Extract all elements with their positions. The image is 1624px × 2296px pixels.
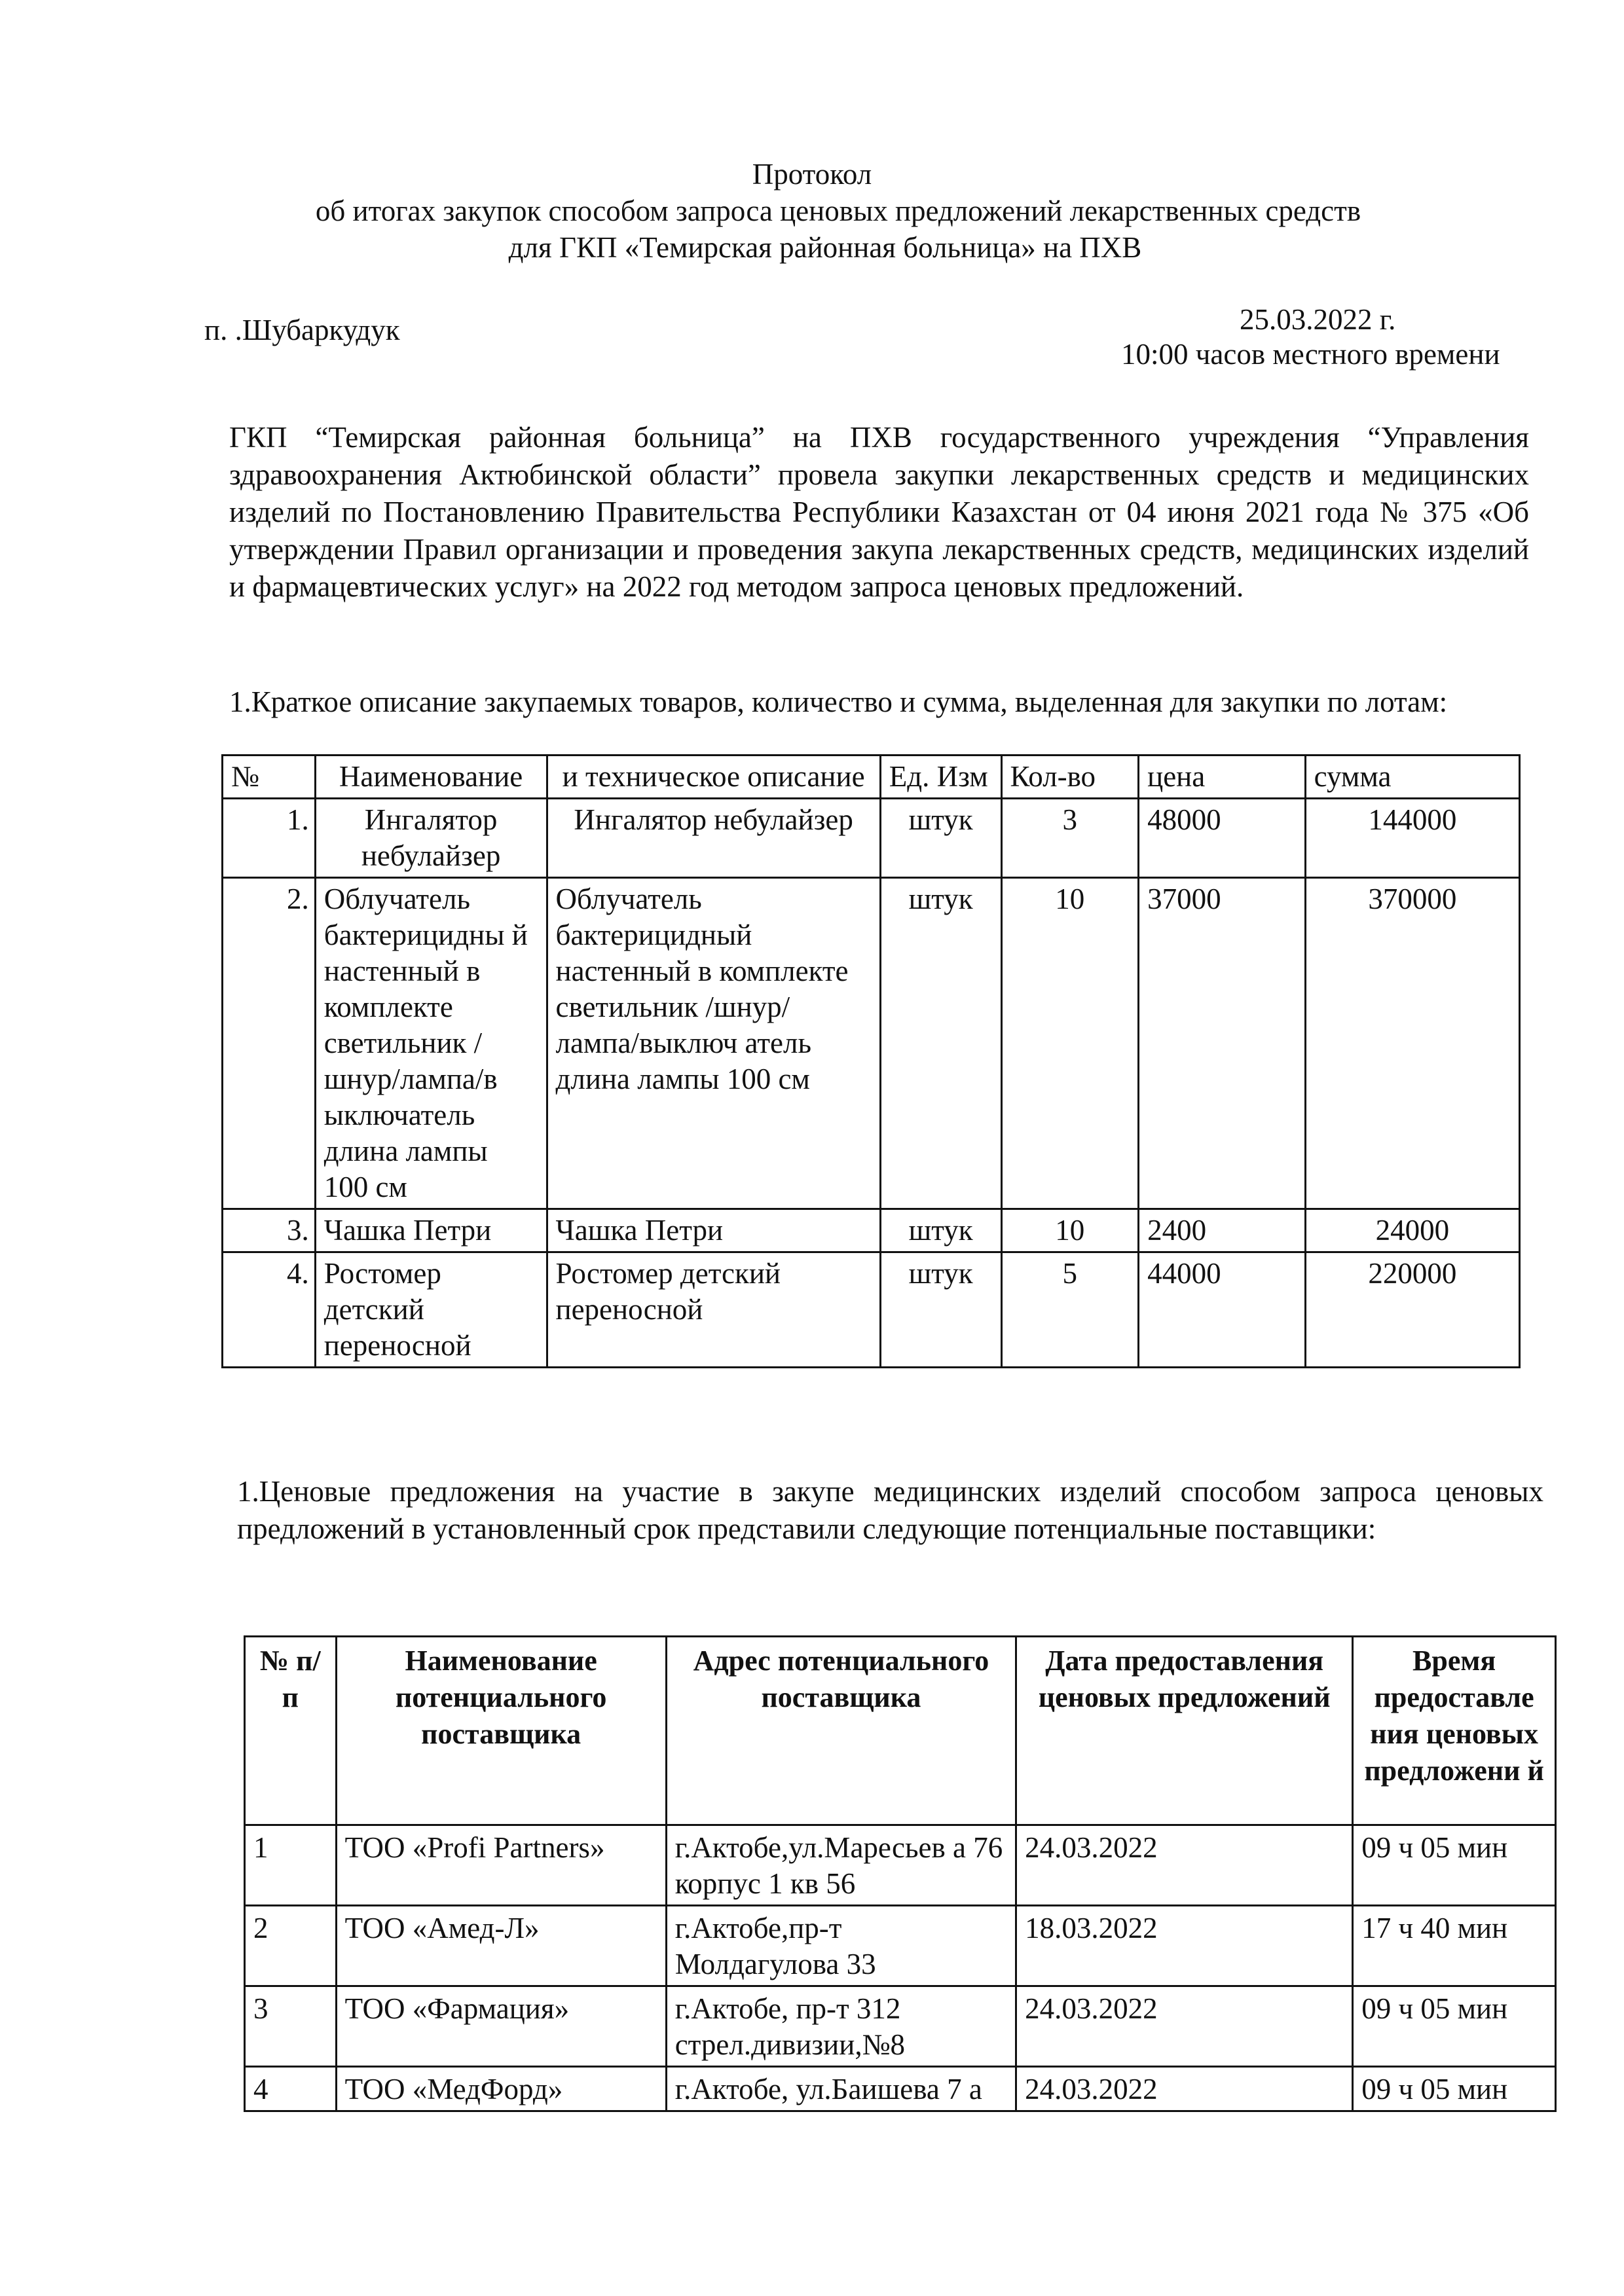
supplier-address: г.Актобе,пр-т Молдагулова 33 [666, 1906, 1016, 1986]
lots-table-header-row [223, 756, 1520, 799]
submission-date: 24.03.2022 [1016, 1986, 1353, 2067]
submission-time: 09 ч 05 мин [1353, 1986, 1556, 2067]
table-row [223, 1209, 1520, 1252]
lot-description: Ростомер детский переносной [547, 1252, 880, 1368]
intro-paragraph: ГКП “Темирская районная больница” на ПХВ государственного учреждения “Управления здравоохранения Актюбинской области” провела закупки лекарственных средств и медицинских изделий по Постановлению Правительства Республики Казахстан от 04 июня 2021 года № 375 «Об утверждении Правил организации и проведения закупа лекарственных средств, медицинских изделий и фармацевтических услуг» на 2022 год методом запроса ценовых предложений. [229, 421, 1529, 603]
column-header-description: и техническое описание [547, 756, 880, 799]
suppliers-table [244, 1635, 1557, 2112]
lot-number: 2. [223, 878, 316, 1209]
lot-price: 44000 [1139, 1252, 1306, 1368]
table-row [245, 1825, 1556, 1906]
column-header-qty: Кол-во [1001, 756, 1139, 799]
column-header-submission-time: Время предоставле ния ценовых предложени й [1353, 1637, 1556, 1825]
supplier-number: 4 [245, 2067, 337, 2111]
column-header-number: № [223, 756, 316, 799]
suppliers-table-header-row [245, 1637, 1556, 1825]
lot-name: Облучатель бактерицидны й настенный в комплекте светильник /шнур/лампа/в ыключатель длина лампы 100 см [315, 878, 547, 1209]
table-row [245, 1986, 1556, 2067]
lot-price: 2400 [1139, 1209, 1306, 1252]
lot-qty: 3 [1001, 799, 1139, 878]
supplier-name: ТОО «Амед-Л» [336, 1906, 666, 1986]
lot-description: Ингалятор небулайзер [547, 799, 880, 878]
supplier-address: г.Актобе, ул.Баишева 7 а [666, 2067, 1016, 2111]
lot-sum: 220000 [1305, 1252, 1519, 1368]
lot-unit: штук [880, 799, 1001, 878]
column-header-price: цена [1139, 756, 1306, 799]
lot-sum: 24000 [1305, 1209, 1519, 1252]
submission-date: 24.03.2022 [1016, 2067, 1353, 2111]
submission-date: 24.03.2022 [1016, 1825, 1353, 1906]
place-label: п. .Шубаркудук [204, 314, 400, 346]
section1-heading: 1.Краткое описание закупаемых товаров, количество и сумма, выделенная для закупки по лотам: [229, 685, 1448, 718]
lot-price: 37000 [1139, 878, 1306, 1209]
supplier-address: г.Актобе,ул.Маресьев а 76 корпус 1 кв 56 [666, 1825, 1016, 1906]
submission-time: 09 ч 05 мин [1353, 2067, 1556, 2111]
lot-description: Облучатель бактерицидный настенный в комплекте светильник /шнур/лампа/выключ атель длина лампы 100 см [547, 878, 880, 1209]
document-subtitle-line1: об итогах закупок способом запроса ценовых предложений лекарственных средств [315, 194, 1361, 227]
lot-number: 4. [223, 1252, 316, 1368]
supplier-name: ТОО «Profi Partners» [336, 1825, 666, 1906]
column-header-supplier-name: Наименование потенциального поставщика [336, 1637, 666, 1825]
lot-price: 48000 [1139, 799, 1306, 878]
supplier-address: г.Актобе, пр-т 312 стрел.дивизии,№8 [666, 1986, 1016, 2067]
lot-sum: 144000 [1305, 799, 1519, 878]
submission-time: 17 ч 40 мин [1353, 1906, 1556, 1986]
lots-table [221, 754, 1521, 1368]
table-row [223, 799, 1520, 878]
supplier-name: ТОО «Фармация» [336, 1986, 666, 2067]
document-title-block [0, 156, 1624, 266]
supplier-number: 3 [245, 1986, 337, 2067]
table-row [223, 1252, 1520, 1368]
lot-unit: штук [880, 1252, 1001, 1368]
table-row [245, 1906, 1556, 1986]
column-header-number: № п/п [245, 1637, 337, 1825]
table-row [245, 2067, 1556, 2111]
column-header-sum: сумма [1305, 756, 1519, 799]
column-header-supplier-address: Адрес потенциального поставщика [666, 1637, 1016, 1825]
table-row [223, 878, 1520, 1209]
column-header-unit: Ед. Изм [880, 756, 1001, 799]
lot-unit: штук [880, 1209, 1001, 1252]
document-subtitle-line2: для ГКП «Темирская районная больница» на ПХВ [508, 231, 1142, 264]
supplier-name: ТОО «МедФорд» [336, 2067, 666, 2111]
lot-number: 3. [223, 1209, 316, 1252]
submission-date: 18.03.2022 [1016, 1906, 1353, 1986]
lot-unit: штук [880, 878, 1001, 1209]
column-header-name: Наименование [315, 756, 547, 799]
document-date: 25.03.2022 г. [1240, 303, 1396, 336]
column-header-submission-date: Дата предоставления ценовых предложений [1016, 1637, 1353, 1825]
lot-description: Чашка Петри [547, 1209, 880, 1252]
lot-name: Чашка Петри [315, 1209, 547, 1252]
lot-number: 1. [223, 799, 316, 878]
supplier-number: 1 [245, 1825, 337, 1906]
document-time: 10:00 часов местного времени [1121, 338, 1500, 371]
lot-qty: 10 [1001, 1209, 1139, 1252]
section2-heading: 1.Ценовые предложения на участие в закупе медицинских изделий способом запроса ценовых предложений в установленный срок представили следующие потенциальные поставщики: [237, 1475, 1543, 1545]
lot-qty: 10 [1001, 878, 1139, 1209]
lot-name: Ростомер детский переносной [315, 1252, 547, 1368]
lot-sum: 370000 [1305, 878, 1519, 1209]
submission-time: 09 ч 05 мин [1353, 1825, 1556, 1906]
lot-name: Ингалятор небулайзер [315, 799, 547, 878]
document-title: Протокол [752, 158, 872, 191]
supplier-number: 2 [245, 1906, 337, 1986]
lot-qty: 5 [1001, 1252, 1139, 1368]
